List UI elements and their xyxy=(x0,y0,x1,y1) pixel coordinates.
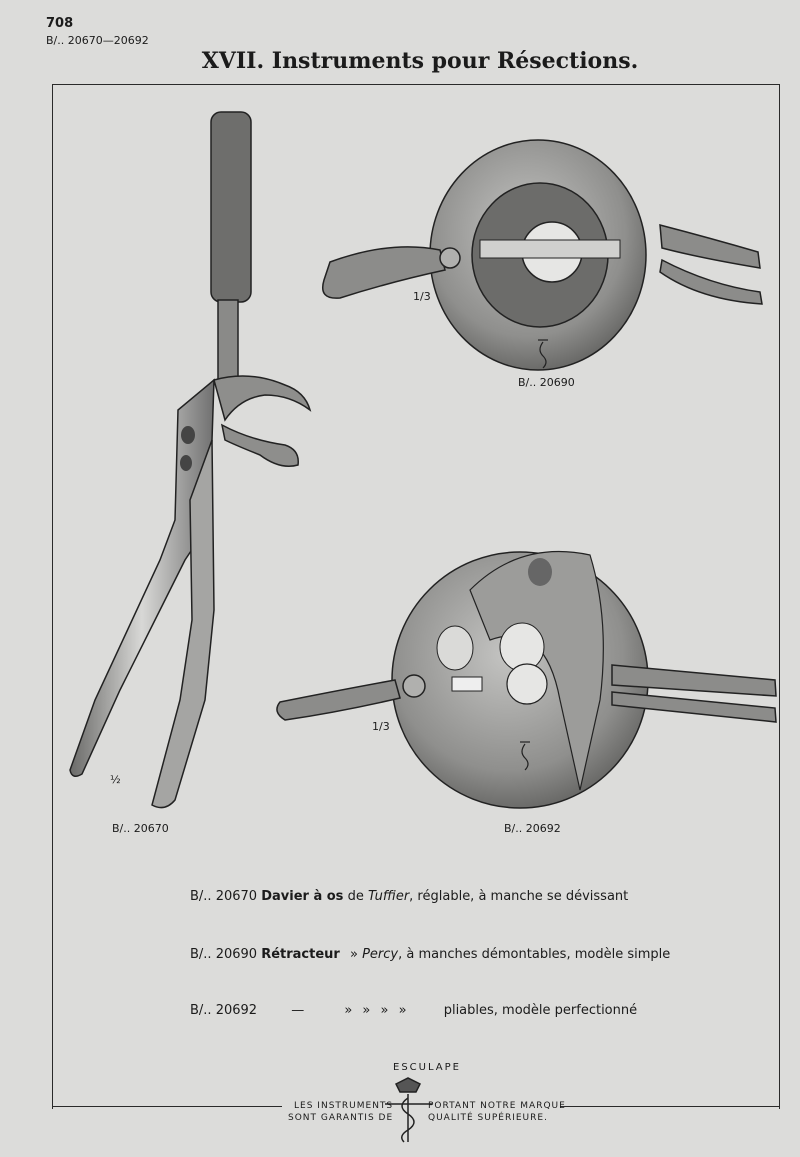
footer-right-text xyxy=(428,1100,566,1124)
page-reference: B/.. 20670—20692 xyxy=(46,34,149,47)
description-ref: B/.. 20670 xyxy=(190,889,258,904)
retractor-20692 xyxy=(277,552,776,808)
figure-label-20690: B/.. 20690 xyxy=(518,376,575,389)
footer-left-line1: LES INSTRUMENTS xyxy=(294,1101,394,1111)
figure-label-20692: B/.. 20692 xyxy=(504,822,561,835)
description-mid: » » » » xyxy=(344,1003,410,1018)
scale-20692: 1/3 xyxy=(372,720,390,733)
description-20692 xyxy=(190,1003,637,1018)
scale-20670: ½ xyxy=(110,773,121,786)
description-20670 xyxy=(190,889,628,904)
description-20690 xyxy=(190,947,670,962)
footer-right-line2: QUALITÉ SUPÉRIEURE. xyxy=(428,1113,548,1123)
description-ref: B/.. 20692 xyxy=(190,1003,258,1018)
description-mid: de xyxy=(347,889,364,904)
description-mid: » xyxy=(349,947,358,962)
page-title: XVII. Instruments pour Résections. xyxy=(201,48,639,74)
footer-right-line1: PORTANT NOTRE MARQUE xyxy=(428,1101,566,1111)
description-rest: , réglable, à manche se dévissant xyxy=(409,889,629,904)
bone-forceps-20670 xyxy=(70,112,310,808)
retractor-20690 xyxy=(323,140,762,370)
description-person: Percy xyxy=(362,947,399,962)
description-rest: , à manches démontables, modèle simple xyxy=(398,947,671,962)
page-number: 708 xyxy=(46,16,74,31)
description-name: Rétracteur xyxy=(261,947,340,962)
description-ref: B/.. 20690 xyxy=(190,947,258,962)
footer-brand: ESCULAPE xyxy=(393,1062,461,1073)
scale-20690: 1/3 xyxy=(413,290,431,303)
description-person: Tuffier xyxy=(367,889,410,904)
description-rest: pliables, modèle perfectionné xyxy=(443,1003,638,1018)
description-name: — xyxy=(291,1003,305,1018)
footer-left-text xyxy=(288,1100,393,1124)
figure-label-20670: B/.. 20670 xyxy=(112,822,169,835)
footer-left-line2: SONT GARANTIS DE xyxy=(288,1113,394,1123)
description-name: Davier à os xyxy=(261,889,344,904)
